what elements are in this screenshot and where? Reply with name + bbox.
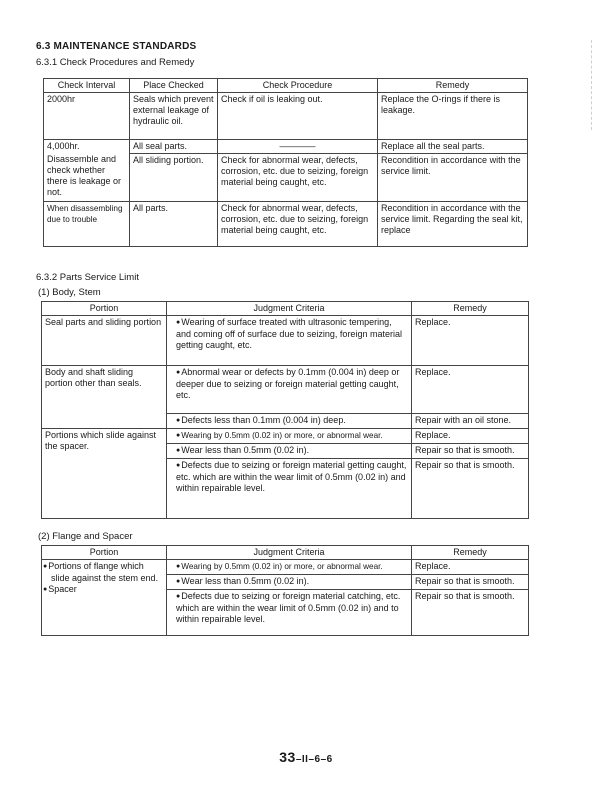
column-header: Judgment Criteria <box>167 546 412 560</box>
column-header: Remedy <box>378 79 528 93</box>
flange-spacer-table <box>41 545 529 636</box>
check-procedures-table <box>43 78 528 247</box>
cell-check-procedure: Check for abnormal wear, defects, corrosion, etc. due to seizing, foreign material being caught, etc. <box>218 154 378 202</box>
criteria-text: Wear less than 0.5mm (0.02 in). <box>181 445 310 455</box>
scan-margin-mark <box>591 40 593 130</box>
column-header: Portion <box>42 546 167 560</box>
cell-judgment-criteria <box>167 459 412 519</box>
table-row <box>42 429 529 444</box>
cell-judgment-criteria <box>167 560 412 575</box>
page-number <box>0 749 612 765</box>
cell-remedy: Repair so that is smooth. <box>412 444 529 459</box>
criteria-text: Wearing by 0.5mm (0.02 in) or more, or abnormal wear. <box>181 431 383 440</box>
cell-remedy: Repair with an oil stone. <box>412 414 529 429</box>
table-header-row <box>44 79 528 93</box>
cell-check-interval: When disassembling due to trouble <box>44 202 130 247</box>
cell-check-procedure: Check for abnormal wear, defects, corrosion, etc. due to seizing, foreign material being caught, etc. <box>218 202 378 247</box>
criteria-text: Defects due to seizing or foreign material getting caught, etc. which are within the wear limit of 0.5mm (0.02 in) and within repairable level. <box>176 460 407 493</box>
table-header-row <box>42 546 529 560</box>
table-row <box>44 140 528 154</box>
column-header: Portion <box>42 302 167 316</box>
cell-remedy: Replace. <box>412 429 529 444</box>
criteria-text: Wearing of surface treated with ultrasonic tempering, and coming off of surface due to seizing, foreign material getting caught, etc. <box>176 317 402 350</box>
cell-portion: Portions which slide against the spacer. <box>42 429 167 519</box>
column-header: Remedy <box>412 302 529 316</box>
cell-judgment-criteria <box>167 590 412 636</box>
cell-portion: Body and shaft sliding portion other than seals. <box>42 366 167 414</box>
cell-remedy: Replace. <box>412 560 529 575</box>
cell-place-checked: All sliding portion. <box>130 154 218 202</box>
column-header: Check Interval <box>44 79 130 93</box>
subsection-heading-check-procedures: 6.3.1 Check Procedures and Remedy <box>36 57 195 68</box>
cell-portion <box>42 414 167 429</box>
cell-judgment-criteria <box>167 414 412 429</box>
cell-remedy: Replace. <box>412 366 529 414</box>
criteria-text: Wearing by 0.5mm (0.02 in) or more, or abnormal wear. <box>181 562 383 571</box>
column-header: Place Checked <box>130 79 218 93</box>
table-row <box>44 93 528 140</box>
cell-check-procedure: ———— <box>218 140 378 154</box>
cell-judgment-criteria <box>167 316 412 366</box>
criteria-text: Wear less than 0.5mm (0.02 in). <box>181 576 310 586</box>
cell-judgment-criteria <box>167 429 412 444</box>
section-title: 6.3 MAINTENANCE STANDARDS <box>36 41 197 52</box>
table-row <box>42 316 529 366</box>
table-row <box>44 154 528 202</box>
cell-judgment-criteria <box>167 575 412 590</box>
table-row <box>42 366 529 414</box>
cell-check-procedure: Check if oil is leaking out. <box>218 93 378 140</box>
criteria-text: Defects less than 0.1mm (0.004 in) deep. <box>181 415 346 425</box>
cell-remedy: Recondition in accordance with the service limit. <box>378 154 528 202</box>
cell-place-checked: Seals which prevent external leakage of hydraulic oil. <box>130 93 218 140</box>
body-stem-table <box>41 301 529 519</box>
page-number-main: 33 <box>279 749 296 765</box>
cell-place-checked: All seal parts. <box>130 140 218 154</box>
portion-item <box>48 584 163 596</box>
cell-judgment-criteria <box>167 366 412 414</box>
portion-text: Spacer <box>48 584 77 594</box>
cell-check-interval: Disassemble and check whether there is leakage or not. <box>44 154 130 202</box>
column-header: Check Procedure <box>218 79 378 93</box>
portion-text: Portions of flange which slide against the stem end. <box>48 561 159 583</box>
table-row <box>42 414 529 429</box>
table-row <box>44 202 528 247</box>
cell-remedy: Repair so that is smooth. <box>412 590 529 636</box>
criteria-text: Abnormal wear or defects by 0.1mm (0.004 in) deep or deeper due to seizing or foreign material getting caught, etc. <box>176 367 400 400</box>
page-number-sub: –II–6–6 <box>295 754 333 765</box>
column-header: Judgment Criteria <box>167 302 412 316</box>
subsection-heading-flange-spacer: (2) Flange and Spacer <box>38 531 133 542</box>
portion-item <box>48 561 163 584</box>
cell-check-interval: 2000hr <box>44 93 130 140</box>
cell-remedy: Replace. <box>412 316 529 366</box>
cell-judgment-criteria <box>167 444 412 459</box>
cell-portion: Seal parts and sliding portion <box>42 316 167 366</box>
table-row <box>42 560 529 575</box>
cell-remedy: Recondition in accordance with the service limit. Regarding the seal kit, replace <box>378 202 528 247</box>
cell-remedy: Replace the O-rings if there is leakage. <box>378 93 528 140</box>
cell-check-interval: 4,000hr. <box>44 140 130 154</box>
cell-portion <box>42 560 167 636</box>
table-header-row <box>42 302 529 316</box>
subsection-heading-service-limit: 6.3.2 Parts Service Limit <box>36 272 139 283</box>
subsection-heading-body-stem: (1) Body, Stem <box>38 287 101 298</box>
column-header: Remedy <box>412 546 529 560</box>
cell-remedy: Replace all the seal parts. <box>378 140 528 154</box>
cell-remedy: Repair so that is smooth. <box>412 459 529 519</box>
cell-place-checked: All parts. <box>130 202 218 247</box>
criteria-text: Defects due to seizing or foreign material catching, etc. which are within the wear limit of 0.5mm (0.02 in) and to within repairable level. <box>176 591 401 624</box>
cell-remedy: Repair so that is smooth. <box>412 575 529 590</box>
